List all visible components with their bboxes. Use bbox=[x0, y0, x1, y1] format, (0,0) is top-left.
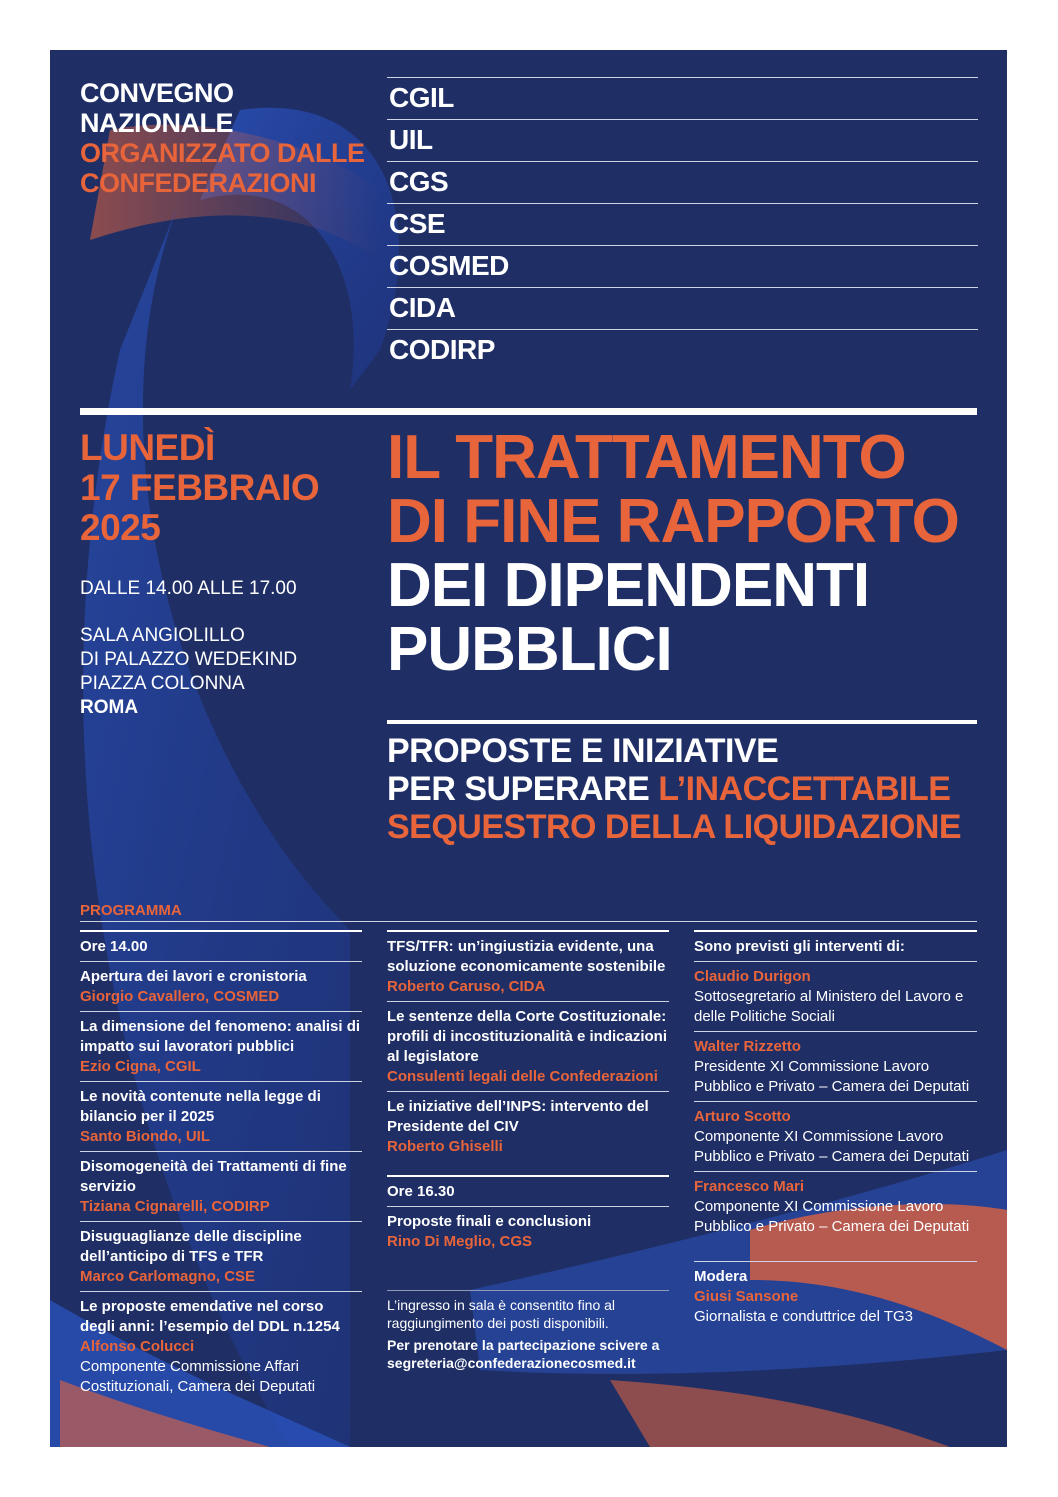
program-topic: Disomogeneità dei Trattamenti di fine servizio bbox=[80, 1158, 347, 1195]
title-line-2: DI FINE RAPPORTO bbox=[387, 487, 959, 556]
org-cgil: CGIL bbox=[387, 77, 978, 119]
venue-line-1: SALA ANGIOLILLO bbox=[80, 625, 245, 646]
program-item bbox=[387, 1091, 669, 1161]
title-line-3: DEI DIPENDENTI bbox=[387, 551, 870, 620]
program-column-b bbox=[387, 930, 669, 1376]
subtitle-line-1: PROPOSTE E INIZIATIVE bbox=[387, 732, 779, 770]
event-venue bbox=[80, 624, 297, 720]
subtitle-line-2b: L’INACCETTABILE bbox=[658, 770, 951, 808]
event-day: LUNEDÌ bbox=[80, 427, 215, 468]
org-cosmed: COSMED bbox=[387, 245, 978, 287]
info-notes bbox=[387, 1290, 669, 1376]
program-speaker: Roberto Caruso, CIDA bbox=[387, 978, 546, 995]
guest-role: Componente XI Commissione Lavoro Pubblico e Privato – Camera dei Deputati bbox=[694, 1198, 970, 1235]
end-time: Ore 16.30 bbox=[387, 1183, 455, 1200]
program-topic: La dimensione del fenomeno: analisi di impatto sui lavoratori pubblici bbox=[80, 1018, 361, 1055]
start-time: Ore 14.00 bbox=[80, 938, 148, 955]
program-item bbox=[80, 1151, 362, 1221]
end-time-block bbox=[387, 1175, 669, 1206]
program-speaker-role: Componente Commissione Affari Costituzionali, Camera dei Deputati bbox=[80, 1358, 316, 1395]
event-date bbox=[80, 428, 380, 548]
program-speaker: Tiziana Cignarelli, CODIRP bbox=[80, 1198, 270, 1215]
guest-name: Francesco Mari bbox=[694, 1178, 805, 1195]
program-item bbox=[80, 961, 362, 1011]
program-speaker: Ezio Cigna, CGIL bbox=[80, 1058, 201, 1075]
guest-item bbox=[694, 1031, 977, 1101]
program-item bbox=[80, 1221, 362, 1291]
program-column-c bbox=[694, 930, 977, 1331]
closing-speaker: Rino Di Meglio, CGS bbox=[387, 1233, 532, 1250]
moderator-name: Giusi Sansone bbox=[694, 1288, 799, 1305]
booking-note: Per prenotare la partecipazione scivere a segreteria@confederazionecosmed.it bbox=[387, 1337, 660, 1371]
guest-item bbox=[694, 1171, 977, 1241]
program-item bbox=[80, 1081, 362, 1151]
title-line-4: PUBBLICI bbox=[387, 615, 672, 684]
program-speaker: Consulenti legali delle Confederazioni bbox=[387, 1068, 658, 1085]
venue-line-3: PIAZZA COLONNA bbox=[80, 673, 245, 694]
org-cgs: CGS bbox=[387, 161, 978, 203]
org-cida: CIDA bbox=[387, 287, 978, 329]
moderator-role: Giornalista e conduttrice del TG3 bbox=[694, 1308, 914, 1325]
program-speaker: Alfonso Colucci bbox=[80, 1338, 195, 1355]
organizer-header bbox=[80, 78, 380, 198]
program-topic: Le sentenze della Corte Costituzionale: profili di incostituzionalità e indicazioni al legislatore bbox=[387, 1008, 668, 1065]
subtitle bbox=[387, 732, 987, 846]
guests-heading-block bbox=[694, 930, 977, 961]
program-topic: Apertura dei lavori e cronistoria bbox=[80, 968, 307, 985]
moderator-label: Modera bbox=[694, 1268, 748, 1285]
header-line-1: CONVEGNO bbox=[80, 78, 234, 108]
guest-role: Presidente XI Commissione Lavoro Pubblico e Privato – Camera dei Deputati bbox=[694, 1058, 970, 1095]
subtitle-line-2a: PER SUPERARE bbox=[387, 770, 659, 808]
event-year: 2025 bbox=[80, 507, 161, 548]
main-title bbox=[387, 423, 987, 684]
program-topic: TFS/TFR: un’ingiustizia evidente, una soluzione economicamente sostenibile bbox=[387, 938, 666, 975]
start-time-block bbox=[80, 930, 362, 961]
program-column-a bbox=[80, 930, 362, 1401]
guest-item bbox=[694, 1101, 977, 1171]
guest-name: Arturo Scotto bbox=[694, 1108, 791, 1125]
program-topic: Le iniziative dell’INPS: intervento del Presidente del CIV bbox=[387, 1098, 649, 1135]
header-line-4: CONFEDERAZIONI bbox=[80, 168, 316, 198]
closing-item bbox=[387, 1206, 669, 1256]
entry-note: L’ingresso in sala è consentito fino al raggiungimento dei posti disponibili. bbox=[387, 1297, 616, 1331]
event-date-text: 17 FEBBRAIO bbox=[80, 467, 320, 508]
closing-topic: Proposte finali e conclusioni bbox=[387, 1213, 592, 1230]
program-speaker: Marco Carlomagno, CSE bbox=[80, 1268, 256, 1285]
program-topic: Le proposte emendative nel corso degli anni: l’esempio del DDL n.1254 bbox=[80, 1298, 340, 1335]
guests-heading: Sono previsti gli interventi di: bbox=[694, 938, 905, 955]
moderator-block bbox=[694, 1261, 977, 1331]
guest-item bbox=[694, 961, 977, 1031]
program-topic: Disuguaglianze delle discipline dell’anticipo di TFS e TFR bbox=[80, 1228, 302, 1265]
program-speaker: Giorgio Cavallero, COSMED bbox=[80, 988, 280, 1005]
org-codirp: CODIRP bbox=[387, 329, 978, 371]
title-line-1: IL TRATTAMENTO bbox=[387, 423, 906, 492]
program-item bbox=[387, 930, 669, 1001]
organization-list bbox=[387, 77, 978, 371]
guest-role: Componente XI Commissione Lavoro Pubblico e Privato – Camera dei Deputati bbox=[694, 1128, 970, 1165]
program-heading: PROGRAMMA bbox=[80, 902, 977, 922]
program-item bbox=[80, 1011, 362, 1081]
divider-title bbox=[387, 720, 977, 724]
divider-thick bbox=[80, 408, 977, 415]
header-line-2: NAZIONALE bbox=[80, 108, 233, 138]
program-item bbox=[80, 1291, 362, 1401]
subtitle-line-3: SEQUESTRO DELLA LIQUIDAZIONE bbox=[387, 808, 962, 846]
header-line-3: ORGANIZZATO DALLE bbox=[80, 138, 365, 168]
guest-role: Sottosegretario al Ministero del Lavoro e delle Politiche Sociali bbox=[694, 988, 964, 1025]
guest-name: Walter Rizzetto bbox=[694, 1038, 801, 1055]
program-speaker: Roberto Ghiselli bbox=[387, 1138, 503, 1155]
event-time: DALLE 14.00 ALLE 17.00 bbox=[80, 578, 297, 599]
poster bbox=[50, 50, 1007, 1447]
program-topic: Le novità contenute nella legge di bilancio per il 2025 bbox=[80, 1088, 321, 1125]
venue-line-2: DI PALAZZO WEDEKIND bbox=[80, 649, 298, 670]
venue-city: ROMA bbox=[80, 697, 139, 718]
guest-name: Claudio Durigon bbox=[694, 968, 811, 985]
org-uil: UIL bbox=[387, 119, 978, 161]
org-cse: CSE bbox=[387, 203, 978, 245]
program-speaker: Santo Biondo, UIL bbox=[80, 1128, 210, 1145]
program-item bbox=[387, 1001, 669, 1091]
